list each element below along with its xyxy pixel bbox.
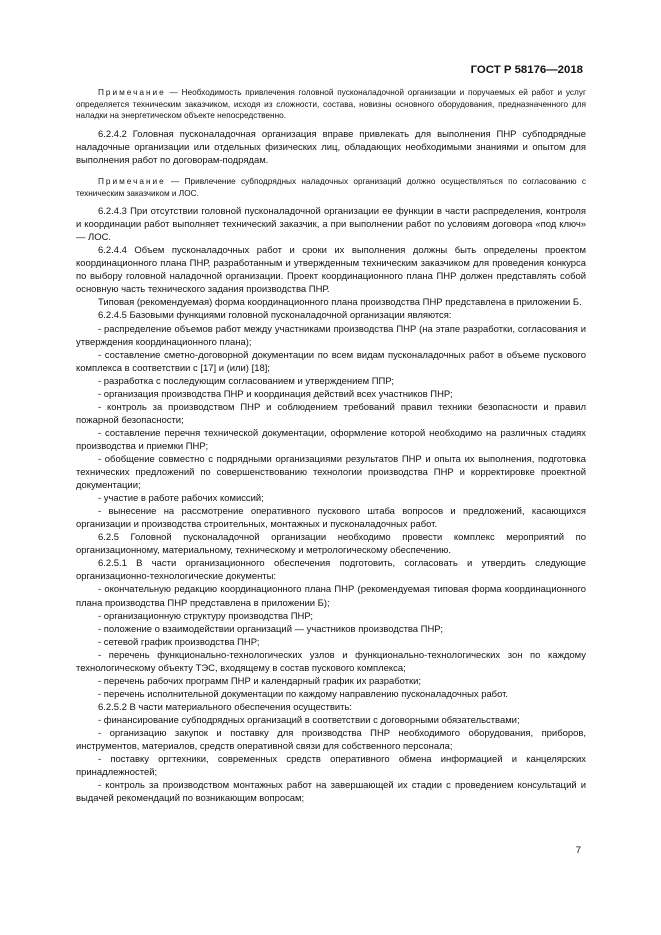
list-item: - распределение объемов работ между участниками производства ПНР (на этапе разработки, согласования и утверждения координационного плана); xyxy=(76,323,586,348)
list-item: - обобщение совместно с подрядными организациями результатов ПНР и опыта их выполнения, подготовка технических предложений по совершенствованию технологии производства ПНР и корректировке проектной документации; xyxy=(76,454,586,492)
paragraph-6-2-4-4: 6.2.4.4 Объем пусконаладочных работ и сроки их выполнения должны быть определены проектом координационного плана ПНР, разработанным и утвержденным техническим заказчиком для проведения конкурса по выбору головной наладочной организации. Проект координационного плана ПНР должен представлять собой основную часть технического задания производства ПНР. xyxy=(76,245,586,296)
list-item: - сетевой график производства ПНР; xyxy=(98,636,260,648)
note-1 xyxy=(76,87,586,122)
note-label: Примечание xyxy=(98,176,166,186)
list-item: - перечень исполнительной документации по каждому направлению пусконаладочных работ. xyxy=(98,688,509,700)
paragraph-6-2-5-1: 6.2.5.1 В части организационного обеспечения подготовить, согласовать и утвердить следующие организационно-технологические документы: xyxy=(76,558,586,583)
document-body xyxy=(76,87,586,805)
list-item: - окончательную редакцию координационного плана ПНР (рекомендуемая типовая форма координационного плана производства ПНР представлена в приложении Б); xyxy=(76,584,586,609)
list-item: - финансирование субподрядных организаций в соответствии с договорными обязательствами; xyxy=(98,714,520,726)
paragraph-6-2-4-2: 6.2.4.2 Головная пусконаладочная организация вправе привлекать для выполнения ПНР субподрядные наладочные организации или отдельных физических лиц, обладающих необходимыми знаниями и опытом для выполнения работ по договорам-подрядам. xyxy=(76,128,586,166)
list-item: - организационную структуру производства ПНР; xyxy=(98,610,314,622)
paragraph-6-2-5: 6.2.5 Головной пусконаладочной организации необходимо провести комплекс мероприятий по организационному, материальному, техническому и метрологическому обеспечению. xyxy=(76,532,586,557)
list-item: - перечень рабочих программ ПНР и календарный график их разработки; xyxy=(98,675,422,687)
list-item: - организация производства ПНР и координация действий всех участников ПНР; xyxy=(98,388,453,400)
list-item: - составление перечня технической документации, оформление которой необходимо на различных стадиях производства и приемки ПНР; xyxy=(76,427,586,452)
paragraph-typical-form: Типовая (рекомендуемая) форма координационного плана производства ПНР представлена в приложении Б. xyxy=(98,297,582,309)
note-text: — Привлечение субподрядных наладочных организаций должно осуществляться по согласованию с техническим заказчиком и ЛОС. xyxy=(76,176,586,198)
page-number: 7 xyxy=(575,845,581,856)
paragraph-6-2-5-2: 6.2.5.2 В части материального обеспечения осуществить: xyxy=(98,701,352,713)
list-item: - составление сметно-договорной документации по всем видам пусконаладочных работ в объеме пускового комплекса в соответствии с [17] и (или) [18]; xyxy=(76,349,586,374)
list-item: - перечень функционально-технологических узлов и функционально-технологических зон по каждому технологическому объекту ТЭС, входящему в состав пускового комплекса; xyxy=(76,649,586,674)
note-label: Примечание xyxy=(98,88,166,97)
list-item: - участие в работе рабочих комиссий; xyxy=(98,493,264,505)
paragraph-6-2-4-5: 6.2.4.5 Базовыми функциями головной пусконаладочной организации являются: xyxy=(98,310,452,322)
list-item: - контроль за производством монтажных работ на завершающей их стадии с проведением консультаций и выдачей рекомендаций по возникающим вопросам; xyxy=(76,780,586,805)
list-item: - положение о взаимодействии организаций — участников производства ПНР; xyxy=(98,623,443,635)
list-item: - организацию закупок и поставку для производства ПНР необходимого оборудования, приборов, инструментов, материалов, средств оперативной связи для собственного персонала; xyxy=(76,727,586,753)
list-item: - разработка с последующим согласованием и утверждением ППР; xyxy=(98,375,395,387)
document-number: ГОСТ Р 58176—2018 xyxy=(470,64,583,76)
list-item: - контроль за производством ПНР и соблюдением требований правил техники безопасности и правил пожарной безопасности; xyxy=(76,401,586,426)
paragraph-6-2-4-3: 6.2.4.3 При отсутствии головной пусконаладочной организации ее функции в части распределения, контроля и координации работ выполняет технический заказчик, а при выполнении работ по условиям договора «под ключ» — ЛОС. xyxy=(76,206,586,244)
list-item: - вынесение на рассмотрение оперативного пускового штаба вопросов и предложений, касающихся организации и производства строительных, монтажных и пусконаладочных работ. xyxy=(76,506,586,531)
list-item: - поставку оргтехники, современных средств оперативного обмена информацией и канцелярских принадлежностей; xyxy=(76,754,586,779)
note-text: — Необходимость привлечения головной пусконаладочной организации и поручаемых ей работ и услуг определяется техническим заказчиком, исходя из сложности, состава, новизны основного оборудования, предназначенного для наладки на энергетическом объекте непосредственно. xyxy=(76,88,586,121)
note-2 xyxy=(76,176,586,199)
